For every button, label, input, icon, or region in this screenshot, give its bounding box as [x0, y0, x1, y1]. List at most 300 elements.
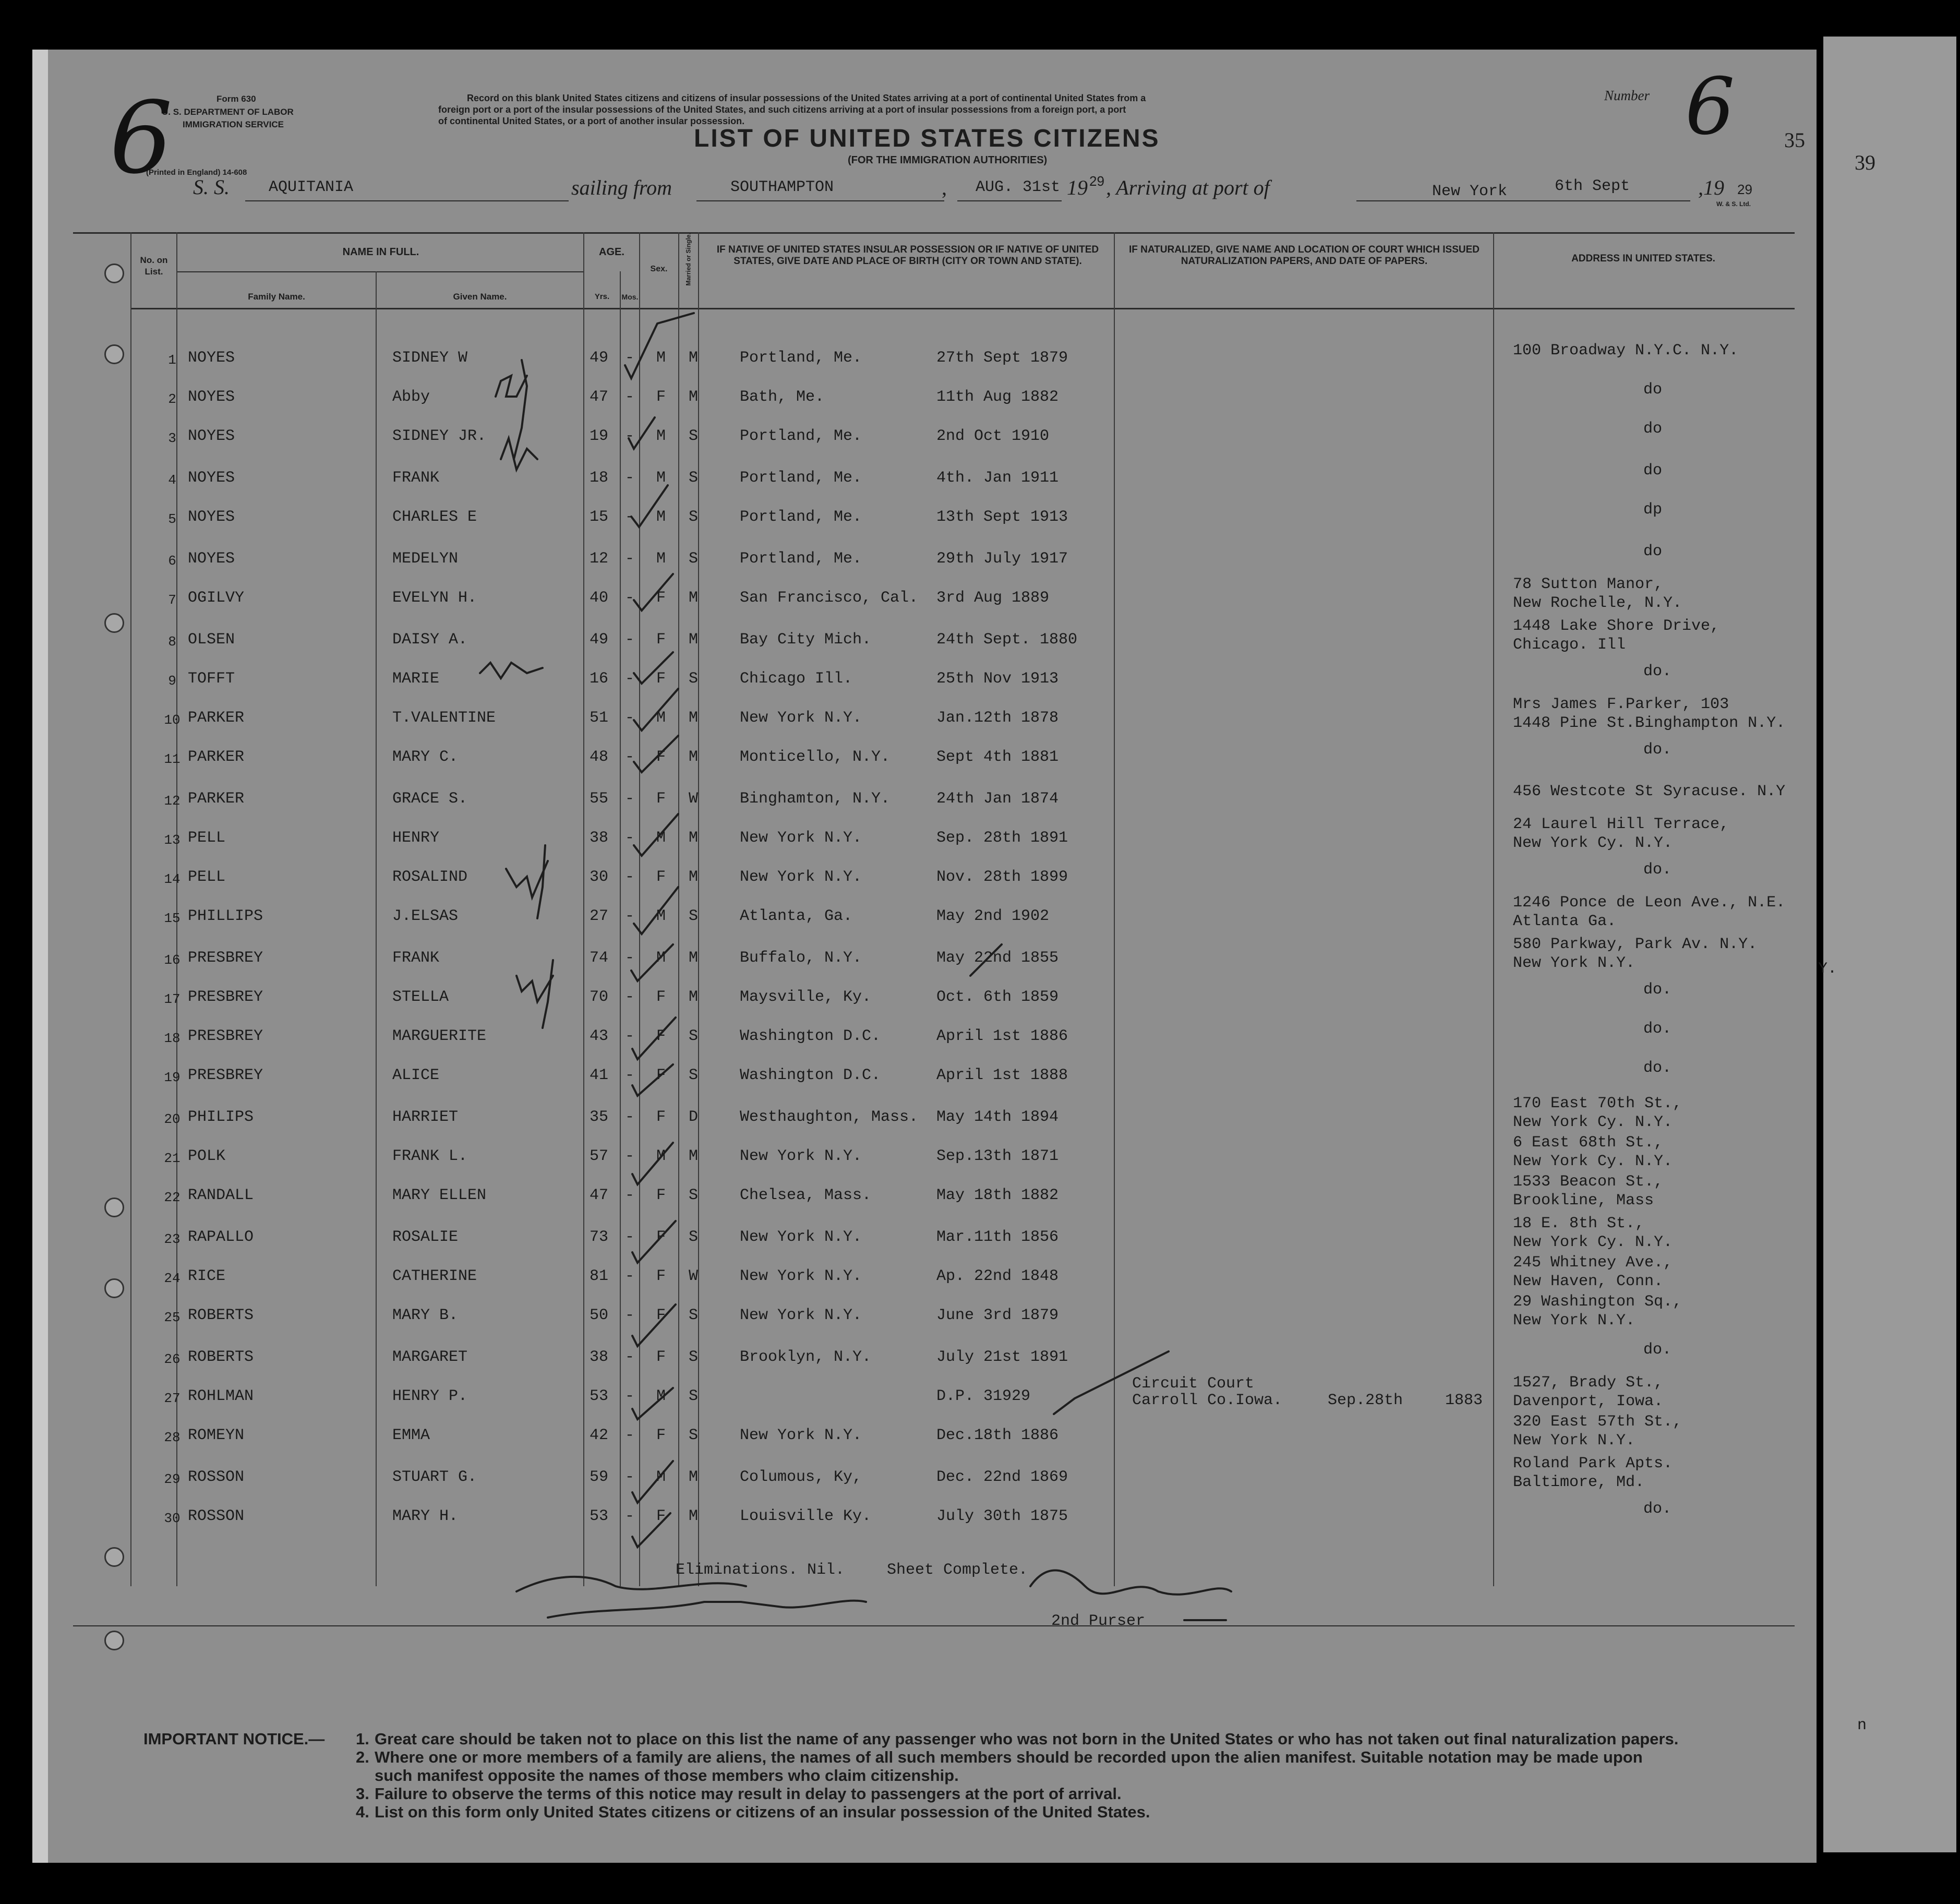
address-line: do [1643, 543, 1663, 560]
edge-page-number: 39 [1855, 151, 1875, 174]
notice-4-num: 4. [356, 1803, 369, 1821]
family-name: ROBERTS [188, 1307, 254, 1324]
marital-status: S [689, 469, 699, 487]
birth-date: 27th Sept 1879 [936, 349, 1068, 367]
comma: , [942, 176, 947, 199]
birth-place: Bath, Me. [740, 388, 825, 406]
header-naturalized: IF NATURALIZED, GIVE NAME AND LOCATION OF COURT WHICH ISSUED NATURALIZATION PAPERS, AND DATE OF PAPERS. [1128, 244, 1480, 267]
age-months: - [625, 550, 635, 568]
age-months: - [625, 829, 635, 847]
address-line: do. [1643, 741, 1672, 759]
address-line: do. [1643, 1500, 1672, 1518]
marital-status: S [689, 1387, 699, 1405]
birth-place: Portland, Me. [740, 469, 862, 487]
address-line: Brookline, Mass [1513, 1192, 1654, 1210]
notice-2-text-cont: such manifest opposite the names of those members who claim citizenship. [375, 1766, 959, 1785]
family-name: PHILIPS [188, 1108, 254, 1126]
age-months: - [625, 388, 635, 406]
ss-label: S. S. [193, 175, 230, 199]
age-years: 15 [590, 508, 609, 526]
birth-date: Sep.13th 1871 [936, 1147, 1059, 1165]
row-number: 22 [164, 1190, 181, 1205]
given-name: ROSALIND [392, 868, 468, 886]
birth-place: Chicago Ill. [740, 670, 853, 688]
page-title: LIST OF UNITED STATES CITIZENS [694, 125, 1160, 152]
binder-hole-5 [104, 1278, 124, 1298]
given-name: HARRIET [392, 1108, 459, 1126]
row-number: 6 [168, 553, 176, 569]
row-number: 16 [164, 952, 181, 968]
age-years: 81 [590, 1267, 609, 1285]
given-name: DAISY A. [392, 631, 468, 649]
birth-date: Mar.11th 1856 [936, 1228, 1059, 1246]
sex: M [656, 829, 666, 847]
row-number: 5 [168, 511, 176, 527]
marital-status: M [689, 988, 699, 1006]
naturalization-year: 1883 [1445, 1392, 1483, 1409]
age-months: - [625, 349, 635, 367]
age-years: 70 [590, 988, 609, 1006]
address-line: do [1643, 420, 1663, 438]
age-years: 53 [590, 1507, 609, 1525]
notice-3-text: Failure to observe the terms of this notice may result in delay to passengers at the port of arrival. [375, 1785, 1122, 1803]
given-name: T.VALENTINE [392, 709, 496, 727]
sex: M [656, 469, 666, 487]
family-name: ROMEYN [188, 1427, 245, 1444]
address-line: do. [1643, 1341, 1672, 1359]
sex: M [656, 709, 666, 727]
birth-place: Portland, Me. [740, 508, 862, 526]
birth-place: New York N.Y. [740, 709, 862, 727]
birth-place: New York N.Y. [740, 868, 862, 886]
address-line: 100 Broadway N.Y.C. N.Y. [1513, 342, 1739, 360]
row-number: 12 [164, 793, 181, 809]
age-months: - [625, 1307, 635, 1324]
sheet-complete-note: Sheet Complete. [887, 1561, 1028, 1579]
notice-1-text: Great care should be taken not to place on this list the name of any passenger who was not born in the United States or who has not taken out final naturalization papers. [375, 1730, 1679, 1748]
birth-date: 11th Aug 1882 [936, 388, 1059, 406]
family-name: NOYES [188, 388, 235, 406]
sex: F [656, 1507, 666, 1525]
sex: F [656, 670, 666, 688]
family-name: POLK [188, 1147, 226, 1165]
family-name: NOYES [188, 508, 235, 526]
marital-status: S [689, 1067, 699, 1084]
age-years: 47 [590, 1187, 609, 1204]
age-years: 49 [590, 349, 609, 367]
birth-place: Portland, Me. [740, 550, 862, 568]
address-line: Davenport, Iowa. [1513, 1393, 1664, 1410]
age-months: - [625, 790, 635, 808]
marital-status: S [689, 508, 699, 526]
age-months: - [625, 1187, 635, 1204]
header-mos: Mos. [621, 293, 639, 301]
age-years: 41 [590, 1067, 609, 1084]
birth-place: Binghamton, N.Y. [740, 790, 891, 808]
age-years: 50 [590, 1307, 609, 1324]
age-years: 18 [590, 469, 609, 487]
row-number: 1 [168, 352, 176, 368]
birth-date: June 3rd 1879 [936, 1307, 1059, 1324]
given-name: CHARLES E [392, 508, 477, 526]
departure-date: AUG. 31st [976, 178, 1061, 196]
address-line: New York Cy. N.Y. [1513, 1234, 1673, 1251]
address-line: Chicago. Ill [1513, 636, 1626, 654]
address-line: New York Cy. N.Y. [1513, 1153, 1673, 1170]
age-years: 42 [590, 1427, 609, 1444]
birth-place: Washington D.C. [740, 1027, 881, 1045]
row-number: 28 [164, 1430, 181, 1445]
sex: F [656, 748, 666, 766]
marital-status: W [689, 790, 699, 808]
birth-date: Sept 4th 1881 [936, 748, 1059, 766]
age-months: - [625, 907, 635, 925]
marital-status: M [689, 1468, 699, 1486]
birth-date: 2nd Oct 1910 [936, 427, 1050, 445]
family-name: PELL [188, 829, 226, 847]
age-years: 55 [590, 790, 609, 808]
age-months: - [625, 589, 635, 607]
age-months: - [625, 1147, 635, 1165]
notice-1-num: 1. [356, 1730, 369, 1748]
address-line: 320 East 57th St., [1513, 1413, 1682, 1431]
marital-status: M [689, 349, 699, 367]
address-line: do. [1643, 981, 1672, 999]
sex: M [656, 427, 666, 445]
family-name: ROBERTS [188, 1348, 254, 1366]
family-name: PRESBREY [188, 1067, 263, 1084]
age-years: 16 [590, 670, 609, 688]
sex: F [656, 1027, 666, 1045]
row-number: 25 [164, 1310, 181, 1325]
birth-place: Buffalo, N.Y. [740, 949, 862, 967]
address-line: 1448 Lake Shore Drive, [1513, 617, 1720, 635]
row-number: 19 [164, 1070, 181, 1085]
row-number: 15 [164, 911, 181, 926]
given-name: HENRY [392, 829, 440, 847]
header-address: ADDRESS IN UNITED STATES. [1571, 253, 1715, 264]
birth-date: 24th Sept. 1880 [936, 631, 1078, 649]
age-years: 49 [590, 631, 609, 649]
header-sex: Sex. [650, 265, 668, 273]
age-months: - [625, 670, 635, 688]
address-line: 1533 Beacon St., [1513, 1173, 1664, 1191]
birth-place: Louisville Ky. [740, 1507, 872, 1525]
age-years: 53 [590, 1387, 609, 1405]
row-number: 4 [168, 472, 176, 488]
address-line: 78 Sutton Manor, [1513, 576, 1664, 593]
sailing-label: sailing from [571, 176, 672, 199]
family-name: NOYES [188, 550, 235, 568]
sex: F [656, 1348, 666, 1366]
birth-place: New York N.Y. [740, 829, 862, 847]
birth-date: 4th. Jan 1911 [936, 469, 1059, 487]
family-name: RANDALL [188, 1187, 254, 1204]
sex: M [656, 1468, 666, 1486]
birth-date: Dec.18th 1886 [936, 1427, 1059, 1444]
birth-place: Chelsea, Mass. [740, 1187, 872, 1204]
birth-date: Jan.12th 1878 [936, 709, 1059, 727]
family-name: RICE [188, 1267, 226, 1285]
birth-place: Westhaughton, Mass. [740, 1108, 919, 1126]
age-months: - [625, 508, 635, 526]
age-months: - [625, 1427, 635, 1444]
age-months: - [625, 868, 635, 886]
address-line: do. [1643, 1059, 1672, 1077]
department-label: U. S. DEPARTMENT OF LABOR [162, 107, 294, 117]
given-name: MARY H. [392, 1507, 459, 1525]
eliminations-note: Eliminations. Nil. [676, 1561, 845, 1579]
row-number: 21 [164, 1151, 181, 1166]
age-years: 38 [590, 829, 609, 847]
marital-status: S [689, 1027, 699, 1045]
arrival-year-prefix: ,19 [1698, 176, 1724, 199]
birth-date: Dec. 22nd 1869 [936, 1468, 1068, 1486]
instructions-line-2: foreign port or a port of the insular possessions of the United States, and such citizens arriving at a port of insular possessions from a foreign port, a port [438, 104, 1126, 115]
instructions-line-3: of continental United States, or a port of another insular possession. [438, 116, 745, 126]
given-name: SIDNEY W [392, 349, 468, 367]
page-number: 35 [1784, 128, 1805, 152]
printed-note: (Printed in England) 14-608 [146, 168, 247, 177]
marital-status: M [689, 748, 699, 766]
address-line: do. [1643, 663, 1672, 680]
sex: F [656, 1307, 666, 1324]
birth-place: Columous, Ky, [740, 1468, 862, 1486]
marital-status: S [689, 427, 699, 445]
address-line: 24 Laurel Hill Terrace, [1513, 816, 1729, 833]
address-line: dp [1643, 501, 1663, 519]
family-name: NOYES [188, 469, 235, 487]
age-months: - [625, 1027, 635, 1045]
address-line: Roland Park Apts. [1513, 1455, 1673, 1472]
birth-place: Monticello, N.Y. [740, 748, 891, 766]
birth-date: Oct. 6th 1859 [936, 988, 1059, 1006]
marital-status: M [689, 589, 699, 607]
sex: M [656, 349, 666, 367]
binder-hole-3 [104, 613, 124, 633]
marital-status: S [689, 1348, 699, 1366]
row-number: 26 [164, 1351, 181, 1367]
birth-place: New York N.Y. [740, 1147, 862, 1165]
birth-date: May 22nd 1855 [936, 949, 1059, 967]
address-line: New Rochelle, N.Y. [1513, 594, 1682, 612]
birth-place: New York N.Y. [740, 1307, 862, 1324]
birth-place: New York N.Y. [740, 1228, 862, 1246]
purser-title: 2nd Purser [1051, 1612, 1146, 1630]
sex: M [656, 1147, 666, 1165]
marital-status: D [689, 1108, 699, 1126]
arrival-port: New York [1432, 183, 1508, 200]
sex: F [656, 388, 666, 406]
family-name: ROSSON [188, 1468, 245, 1486]
birth-place: Portland, Me. [740, 427, 862, 445]
birth-date: April 1st 1886 [936, 1027, 1068, 1045]
row-number: 27 [164, 1391, 181, 1406]
age-months: - [625, 631, 635, 649]
naturalization-court: Circuit Court [1132, 1375, 1255, 1393]
family-name: PELL [188, 868, 226, 886]
family-name: PARKER [188, 748, 245, 766]
birth-place: Bay City Mich. [740, 631, 872, 649]
arrival-year: 29 [1737, 182, 1752, 197]
age-years: 47 [590, 388, 609, 406]
age-years: 59 [590, 1468, 609, 1486]
row-number: 23 [164, 1231, 181, 1247]
given-name: STUART G. [392, 1468, 477, 1486]
row-number: 8 [168, 634, 176, 650]
age-months: - [625, 1348, 635, 1366]
marital-status: S [689, 907, 699, 925]
row-number: 10 [164, 712, 181, 728]
sex: F [656, 589, 666, 607]
given-name: MARY B. [392, 1307, 459, 1324]
row-number: 11 [164, 751, 181, 767]
marital-status: M [689, 709, 699, 727]
sex: F [656, 631, 666, 649]
birth-place: Maysville, Ky. [740, 988, 872, 1006]
address-line: 580 Parkway, Park Av. N.Y. [1513, 936, 1758, 953]
address-line: do [1643, 462, 1663, 480]
binder-hole-7 [104, 1631, 124, 1650]
departure-port: SOUTHAMPTON [730, 178, 834, 196]
birth-date: Ap. 22nd 1848 [936, 1267, 1059, 1285]
sex: M [656, 508, 666, 526]
header-yrs: Yrs. [594, 292, 610, 301]
age-years: 57 [590, 1147, 609, 1165]
age-years: 35 [590, 1108, 609, 1126]
sex: F [656, 1067, 666, 1084]
marital-status: M [689, 829, 699, 847]
birth-date: July 30th 1875 [936, 1507, 1068, 1525]
sex: F [656, 868, 666, 886]
notice-3-num: 3. [356, 1785, 369, 1803]
row-number: 20 [164, 1111, 181, 1127]
binder-hole-2 [104, 344, 124, 364]
marital-status: M [689, 1147, 699, 1165]
age-months: - [625, 469, 635, 487]
sex: M [656, 949, 666, 967]
birth-date: Nov. 28th 1899 [936, 868, 1068, 886]
address-line: Atlanta Ga. [1513, 913, 1617, 930]
row-number: 9 [168, 673, 176, 689]
given-name: FRANK [392, 949, 440, 967]
address-line: New York N.Y. [1513, 954, 1636, 972]
marital-status: S [689, 1187, 699, 1204]
marital-status: M [689, 949, 699, 967]
sex: F [656, 988, 666, 1006]
marital-status: W [689, 1267, 699, 1285]
arrival-date: 6th Sept [1555, 177, 1630, 195]
given-name: SIDNEY JR. [392, 427, 487, 445]
birth-place: Portland, Me. [740, 349, 862, 367]
given-name: EVELYN H. [392, 589, 477, 607]
naturalization-location: Carroll Co.Iowa. [1132, 1392, 1283, 1409]
given-name: ROSALIE [392, 1228, 459, 1246]
address-line: New York N.Y. [1513, 1312, 1636, 1330]
marital-status: S [689, 550, 699, 568]
marital-status: M [689, 1507, 699, 1525]
age-years: 43 [590, 1027, 609, 1045]
address-line: do. [1643, 861, 1672, 879]
margin-number-mark: 6 [110, 80, 173, 196]
given-name: CATHERINE [392, 1267, 477, 1285]
sex: F [656, 790, 666, 808]
binder-hole-1 [104, 264, 124, 283]
birth-date: Sep. 28th 1891 [936, 829, 1068, 847]
row-number: 17 [164, 991, 181, 1007]
header-no: No. on List. [140, 255, 168, 277]
header-age: AGE. [599, 246, 624, 258]
header-given: Given Name. [453, 292, 507, 302]
sex: M [656, 550, 666, 568]
age-years: 73 [590, 1228, 609, 1246]
given-name: GRACE S. [392, 790, 468, 808]
given-name: MARGARET [392, 1348, 468, 1366]
address-line: 1527, Brady St., [1513, 1374, 1664, 1392]
address-line: 6 East 68th St., [1513, 1134, 1664, 1152]
family-name: PARKER [188, 790, 245, 808]
row-number: 2 [168, 391, 176, 407]
given-name: MEDELYN [392, 550, 459, 568]
address-line: 170 East 70th St., [1513, 1095, 1682, 1112]
birth-place: Washington D.C. [740, 1067, 881, 1084]
header-name: NAME IN FULL. [342, 246, 419, 258]
age-months: - [625, 1108, 635, 1126]
age-years: 12 [590, 550, 609, 568]
family-name: RAPALLO [188, 1228, 254, 1246]
age-months: - [625, 427, 635, 445]
address-line: do. [1643, 1020, 1672, 1038]
age-years: 30 [590, 868, 609, 886]
given-name: FRANK [392, 469, 440, 487]
age-years: 74 [590, 949, 609, 967]
family-name: ROSSON [188, 1507, 245, 1525]
ship-name: AQUITANIA [269, 178, 354, 196]
naturalization-date: Sep.28th [1328, 1392, 1403, 1409]
address-line: Baltimore, Md. [1513, 1474, 1645, 1491]
address-line: Mrs James F.Parker, 103 [1513, 696, 1729, 713]
birth-date: D.P. 31929 [936, 1387, 1031, 1405]
age-years: 19 [590, 427, 609, 445]
row-number: 7 [168, 592, 176, 608]
family-name: PARKER [188, 709, 245, 727]
given-name: MARY C. [392, 748, 459, 766]
row-number: 3 [168, 430, 176, 446]
age-years: 27 [590, 907, 609, 925]
birth-place: Atlanta, Ga. [740, 907, 853, 925]
sex: F [656, 1267, 666, 1285]
address-line: 245 Whitney Ave., [1513, 1254, 1673, 1272]
birth-date: 29th July 1917 [936, 550, 1068, 568]
birth-date: May 2nd 1902 [936, 907, 1050, 925]
birth-place: New York N.Y. [740, 1427, 862, 1444]
header-family: Family Name. [248, 292, 305, 302]
address-line: 456 Westcote St Syracuse. N.Y [1513, 783, 1786, 800]
age-months: - [625, 1507, 635, 1525]
given-name: MARGUERITE [392, 1027, 487, 1045]
birth-place: Brooklyn, N.Y. [740, 1348, 872, 1366]
row-number: 29 [164, 1471, 181, 1487]
year-prefix: 19 [1067, 176, 1088, 199]
notice-4-text: List on this form only United States citizens or citizens of an insular possession of the United States. [375, 1803, 1150, 1821]
notice-2-num: 2. [356, 1748, 369, 1766]
age-months: - [625, 709, 635, 727]
arriving-label: , Arriving at port of [1106, 176, 1270, 199]
sex: M [656, 907, 666, 925]
birth-date: 24th Jan 1874 [936, 790, 1059, 808]
age-months: - [625, 748, 635, 766]
family-name: TOFFT [188, 670, 235, 688]
